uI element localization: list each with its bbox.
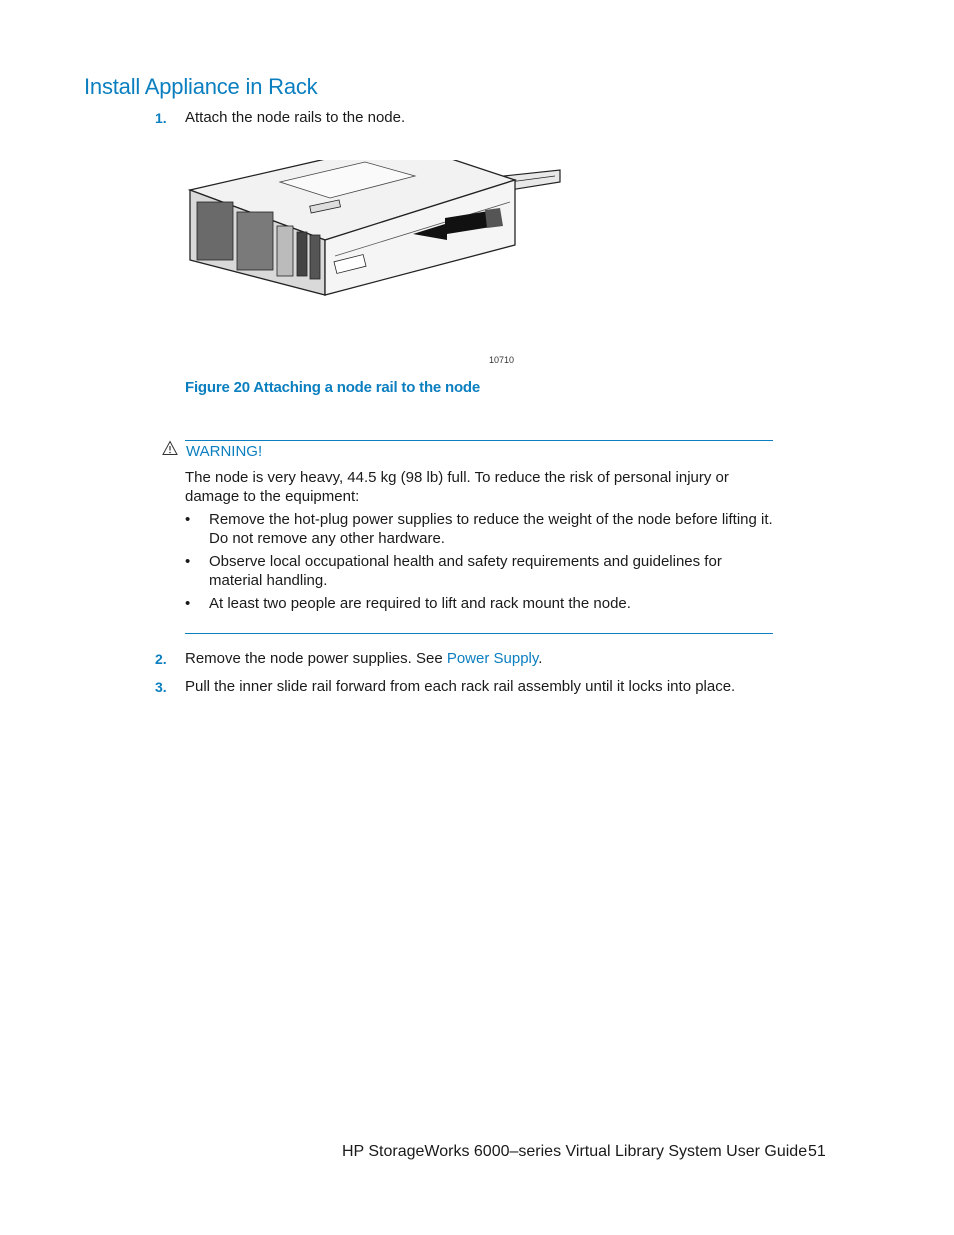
list-item [185, 510, 777, 548]
section-title: Install Appliance in Rack [84, 74, 318, 99]
figure-caption: Figure 20 Attaching a node rail to the node [185, 379, 481, 396]
bullet-text: At least two people are required to lift and rack mount the node. [209, 595, 631, 612]
power-supply-link[interactable]: Power Supply [446, 650, 539, 667]
warning-bottom-rule [185, 633, 773, 634]
step-text: Attach the node rails to the node. [185, 109, 406, 126]
step-text: Pull the inner slide rail forward from each rack rail assembly until it locks into place. [185, 678, 736, 695]
step-number: 1. [155, 110, 167, 126]
step-text-lead: Remove the node power supplies. See [185, 650, 447, 667]
step-text-tail: . [538, 650, 543, 667]
list-item [185, 552, 777, 590]
node-rail-illustration [185, 160, 565, 375]
warning-intro: The node is very heavy, 44.5 kg (98 lb) full. To reduce the risk of personal injury or damage to the equipment: [185, 469, 729, 505]
figure-id: 10710 [489, 355, 515, 365]
bullet-icon: • [185, 511, 191, 528]
step-number: 3. [155, 679, 167, 695]
warning-label: WARNING! [186, 443, 263, 460]
step-number: 2. [155, 651, 167, 667]
bullet-text: Observe local occupational health and safety requirements and guidelines for material handling. [209, 553, 722, 589]
footer-title: HP StorageWorks 6000–series Virtual Library System User Guide [342, 1143, 808, 1160]
warning-triangle-icon [162, 440, 178, 456]
bullet-icon: • [185, 553, 191, 570]
page-number: 51 [808, 1143, 826, 1160]
list-item [185, 594, 777, 613]
bullet-icon: • [185, 595, 191, 612]
warning-top-rule [185, 440, 773, 441]
step-text [185, 649, 542, 668]
bullet-text: Remove the hot-plug power supplies to reduce the weight of the node before lifting it. Do not remove any other hardware. [209, 511, 773, 547]
